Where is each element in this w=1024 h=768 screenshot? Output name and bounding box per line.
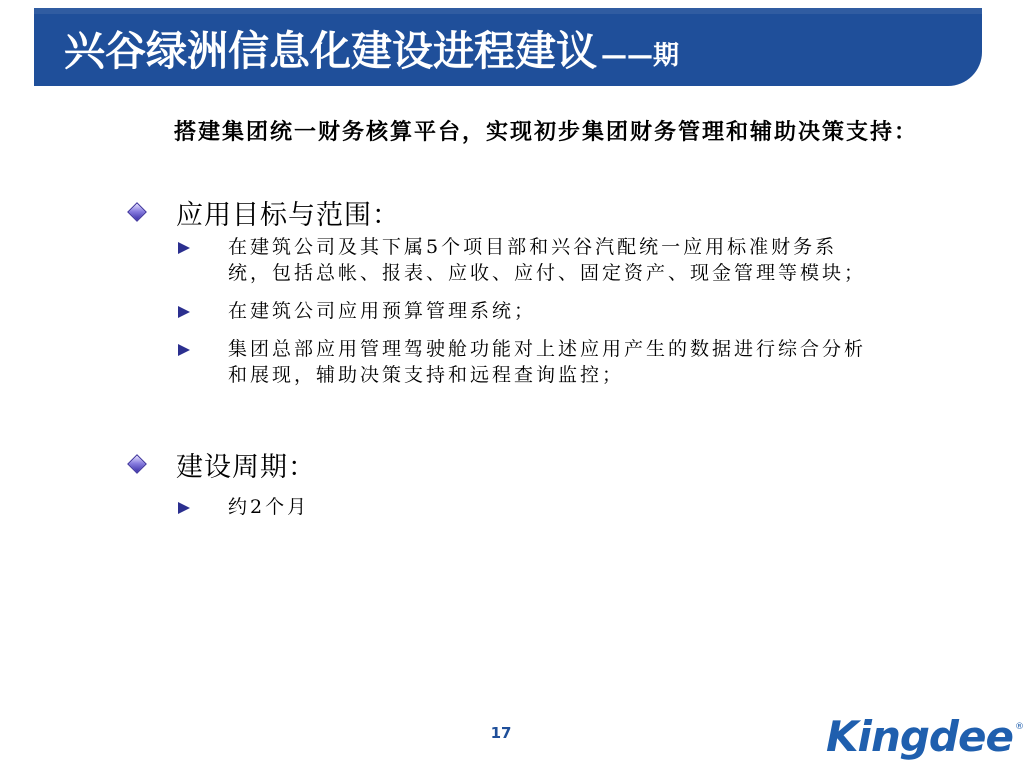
section-scope: [126, 194, 926, 388]
diamond-bullet-icon: [127, 454, 147, 474]
triangle-bullet-icon: [178, 242, 190, 254]
section-heading: [126, 446, 926, 482]
list-item-text: 在建筑公司应用预算管理系统；: [228, 300, 537, 322]
list-item: [178, 336, 868, 388]
diamond-bullet-icon: [127, 202, 147, 222]
section-label: 建设周期：: [176, 451, 316, 483]
list-item: [178, 298, 868, 324]
triangle-bullet-icon: [178, 306, 190, 318]
kingdee-logo: [826, 710, 1024, 762]
list-item-text: 集团总部应用管理驾驶舱功能对上述应用产生的数据进行综合分析和展现，辅助决策支持和远程查询监控；: [228, 338, 867, 386]
logo-wordmark: Kingdee: [826, 712, 1013, 761]
section-heading: [126, 194, 926, 230]
page-number: 17: [490, 724, 512, 742]
slide-title: 兴谷绿洲信息化建设进程建议: [64, 26, 597, 75]
list-item: [178, 494, 868, 520]
registered-mark: ®: [1014, 722, 1024, 732]
section-timeline: [126, 446, 926, 520]
triangle-bullet-icon: [178, 502, 190, 514]
list-item-text: 约2个月: [228, 496, 310, 518]
list-item-text: 在建筑公司及其下属5个项目部和兴谷汽配统一应用标准财务系统，包括总帐、报表、应收、应付、固定资产、现金管理等模块；: [228, 236, 867, 284]
intro-text: 搭建集团统一财务核算平台，实现初步集团财务管理和辅助决策支持：: [174, 119, 919, 145]
section-label: 应用目标与范围：: [176, 199, 400, 231]
slide-title-suffix: ——期: [601, 40, 680, 71]
title-bar: [34, 8, 982, 86]
triangle-bullet-icon: [178, 344, 190, 356]
list-item: [178, 234, 868, 286]
